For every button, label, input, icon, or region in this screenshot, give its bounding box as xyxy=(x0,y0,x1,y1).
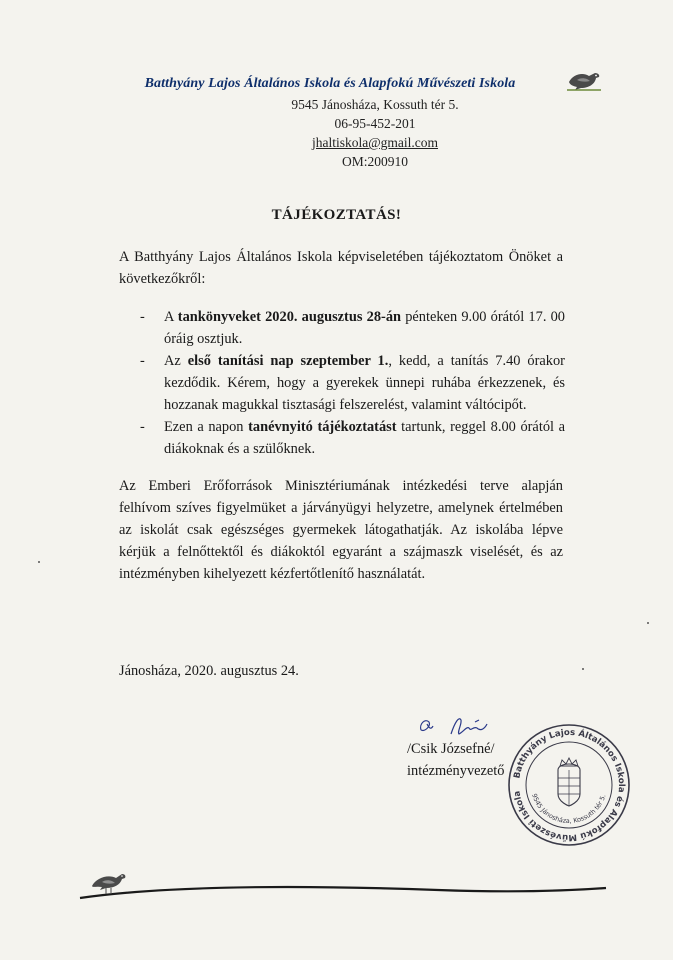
stamp-outer-text: Batthyány Lajos Általános Iskola és Alapfokú Művészeti Iskola xyxy=(512,727,627,843)
list-dash: - xyxy=(140,353,145,369)
school-address: 9545 Jánosháza, Kossuth tér 5. xyxy=(291,97,459,112)
signatory-name: /Csik Józsefné/ xyxy=(407,741,495,757)
ministry-paragraph: Az Emberi Erőforrások Minisztériumának intézkedési terve alapján felhívom szíves figyelmüket a járványügyi helyzetre, amelynek értelmében az iskolát csak egészséges gyermekek látogathatják. Az iskolába lépve kérjük a felnőttektől és diákoktól egyaránt a szájmaszk viselését, és az intézményben kihelyezett kézfertőtlenítő használatát. xyxy=(119,478,563,582)
list-item: - Ezen a napon tanévnyitó tájékoztatást tartunk, reggel 8.00 órától a diákoknak és a szülőknek. xyxy=(140,416,565,460)
list-dash: - xyxy=(140,309,145,325)
highlight-text: első tanítási nap szeptember 1. xyxy=(187,353,389,369)
list-dash: - xyxy=(140,419,145,435)
email-link[interactable]: jhaltiskola@gmail.com xyxy=(311,135,439,150)
page-title: TÁJÉKOZTATÁS! xyxy=(271,207,402,223)
footer-bird-branch-icon xyxy=(78,860,608,910)
highlight-text: tanévnyitó tájékoztatást xyxy=(248,419,397,435)
school-name: Batthyány Lajos Általános Iskola és Alapfokú Művészeti Iskola xyxy=(144,76,516,91)
school-stamp xyxy=(506,722,632,848)
scan-speck xyxy=(38,561,40,563)
list-item: - A tankönyveket 2020. augusztus 28-án pénteken 9.00 órától 17. 00 óráig osztjuk. xyxy=(140,306,565,350)
scan-speck xyxy=(647,622,649,624)
bird-logo-icon xyxy=(565,68,603,94)
intro-paragraph: A Batthyány Lajos Általános Iskola képviseletében tájékoztatom Önöket a következőkről: xyxy=(119,249,563,287)
school-email xyxy=(170,133,580,152)
coat-of-arms-icon xyxy=(558,758,580,806)
date-line: Jánosháza, 2020. augusztus 24. xyxy=(119,663,299,679)
stamp-inner-text: 9545 Jánosháza, Kossuth tér 5. xyxy=(530,792,608,826)
bullet-list xyxy=(140,306,565,460)
highlight-text: tankönyveket 2020. augusztus 28-án xyxy=(177,309,402,325)
scan-speck xyxy=(582,668,584,670)
list-item: - Az első tanítási nap szeptember 1., kedd, a tanítás 7.40 órakor kezdődik. Kérem, hogy a gyerekek ünnepi ruhába érkezzenek, és hozzanak magukkal tisztasági felszerelést, valamint váltócipőt. xyxy=(140,350,565,416)
letterhead xyxy=(80,76,580,171)
school-phone: 06-95-452-201 xyxy=(334,116,416,131)
school-om-number: OM:200910 xyxy=(341,154,408,169)
signatory-role: intézményvezető xyxy=(407,763,505,779)
